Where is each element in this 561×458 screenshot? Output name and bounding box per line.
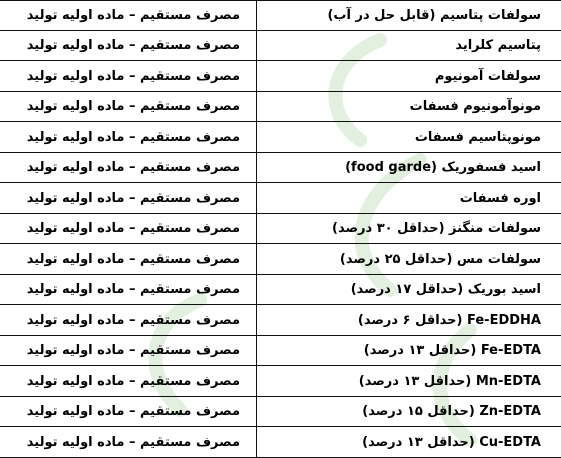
table-row: [0, 61, 561, 92]
table-row: [0, 305, 561, 336]
product-name-cell: اسید بوریک (حداقل ۱۷ درصد): [350, 282, 541, 298]
usage-cell: مصرف مستقیم – ماده اولیه تولید: [26, 251, 240, 267]
table-row: [0, 336, 561, 367]
product-name-cell: پتاسیم کلراید: [455, 38, 541, 54]
table-row: [0, 183, 561, 214]
table-row: [0, 275, 561, 306]
product-name-cell: مونوآمونیوم فسفات: [409, 99, 541, 115]
table-row: [0, 31, 561, 62]
usage-cell: مصرف مستقیم – ماده اولیه تولید: [26, 68, 240, 84]
table-row: [0, 427, 561, 458]
product-name-cell: Fe-EDTA (حداقل ۱۳ درصد): [363, 343, 541, 359]
usage-cell: مصرف مستقیم – ماده اولیه تولید: [26, 404, 240, 420]
product-name-cell: سولفات پتاسیم (قابل حل در آب): [327, 7, 541, 23]
product-name-cell: سولفات آمونیوم: [434, 68, 541, 84]
column-divider: [256, 0, 257, 458]
usage-cell: مصرف مستقیم – ماده اولیه تولید: [26, 282, 240, 298]
usage-cell: مصرف مستقیم – ماده اولیه تولید: [26, 434, 240, 450]
table-row: [0, 214, 561, 245]
product-name-cell: سولفات منگنز (حداقل ۳۰ درصد): [332, 221, 541, 237]
usage-cell: مصرف مستقیم – ماده اولیه تولید: [26, 129, 240, 145]
table-top-border: [0, 0, 561, 1]
product-name-cell: Mn-EDTA (حداقل ۱۳ درصد): [358, 373, 541, 389]
table-row: [0, 92, 561, 123]
table-row: [0, 244, 561, 275]
product-name-cell: Zn-EDTA (حداقل ۱۵ درصد): [362, 404, 541, 420]
usage-cell: مصرف مستقیم – ماده اولیه تولید: [26, 190, 240, 206]
table-row: [0, 0, 561, 31]
table-row: [0, 366, 561, 397]
usage-cell: مصرف مستقیم – ماده اولیه تولید: [26, 7, 240, 23]
table-row: [0, 122, 561, 153]
product-name-cell: اسید فسفوریک (food garde): [345, 160, 541, 176]
product-name-cell: مونوپتاسیم فسفات: [414, 129, 541, 145]
usage-cell: مصرف مستقیم – ماده اولیه تولید: [26, 343, 240, 359]
table-row: [0, 397, 561, 428]
usage-cell: مصرف مستقیم – ماده اولیه تولید: [26, 160, 240, 176]
product-name-cell: Cu-EDTA (حداقل ۱۳ درصد): [362, 434, 541, 450]
usage-cell: مصرف مستقیم – ماده اولیه تولید: [26, 221, 240, 237]
usage-cell: مصرف مستقیم – ماده اولیه تولید: [26, 99, 240, 115]
usage-cell: مصرف مستقیم – ماده اولیه تولید: [26, 38, 240, 54]
row-divider: [0, 457, 561, 458]
product-name-cell: Fe-EDDHA (حداقل ۶ درصد): [357, 312, 541, 328]
usage-cell: مصرف مستقیم – ماده اولیه تولید: [26, 373, 240, 389]
product-name-cell: سولفات مس (حداقل ۲۵ درصد): [339, 251, 541, 267]
usage-cell: مصرف مستقیم – ماده اولیه تولید: [26, 312, 240, 328]
table-row: [0, 153, 561, 184]
product-name-cell: اوره فسفات: [459, 190, 541, 206]
